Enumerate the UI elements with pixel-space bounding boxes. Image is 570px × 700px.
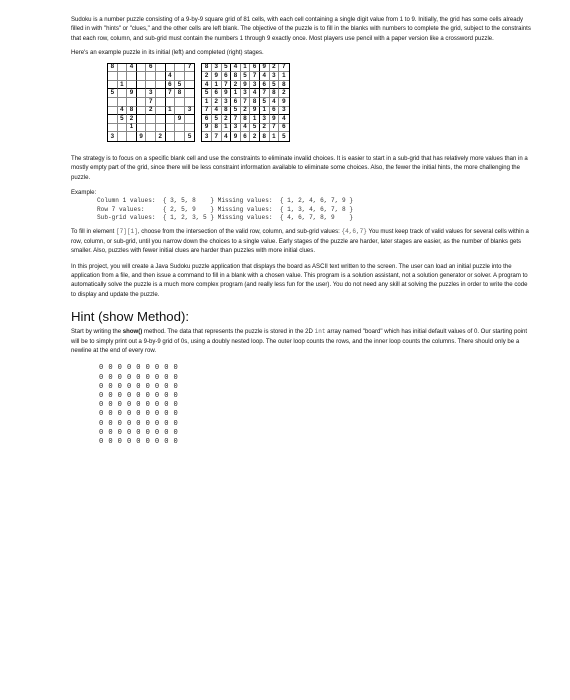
sudoku-cell: 8 <box>108 64 118 73</box>
sudoku-cell <box>166 115 176 124</box>
sudoku-cell <box>156 124 166 133</box>
sudoku-cell: 5 <box>202 89 212 98</box>
sudoku-cell <box>185 81 195 90</box>
sudoku-cell: 6 <box>212 89 222 98</box>
sudoku-cell: 8 <box>241 115 251 124</box>
sudoku-cell: 2 <box>260 124 270 133</box>
sudoku-cell: 6 <box>222 72 232 81</box>
sudoku-cell: 5 <box>175 81 185 90</box>
sudoku-cell <box>118 64 128 73</box>
sudoku-cell: 2 <box>156 132 166 141</box>
sudoku-cell: 9 <box>241 81 251 90</box>
sudoku-cell: 5 <box>241 72 251 81</box>
sudoku-cell <box>156 98 166 107</box>
sudoku-cell: 6 <box>146 64 156 73</box>
sudoku-figures <box>107 63 533 142</box>
zero-grid-row: 0 0 0 0 0 0 0 0 0 <box>99 382 179 391</box>
sudoku-cell <box>137 115 147 124</box>
sudoku-cell <box>175 107 185 116</box>
sudoku-cell: 8 <box>222 107 232 116</box>
sudoku-cell: 8 <box>250 98 260 107</box>
sudoku-cell <box>127 132 137 141</box>
sudoku-cell: 5 <box>108 89 118 98</box>
example-label: Example: <box>71 190 97 197</box>
sudoku-cell: 5 <box>187 132 192 140</box>
sudoku-cell: 3 <box>260 115 270 124</box>
sudoku-cell <box>166 64 176 73</box>
sudoku-cell <box>137 124 147 133</box>
sudoku-cell: 2 <box>241 107 251 116</box>
sudoku-cell: 2 <box>212 98 222 107</box>
sudoku-cell: 8 <box>231 72 241 81</box>
zero-grid-row: 0 0 0 0 0 0 0 0 0 <box>99 392 179 401</box>
sudoku-cell <box>108 107 118 116</box>
sudoku-cell: 6 <box>202 115 212 124</box>
sudoku-cell: 1 <box>260 107 270 116</box>
sudoku-cell: 7 <box>202 107 212 116</box>
sudoku-cell <box>185 124 195 133</box>
sudoku-cell: 6 <box>241 132 251 141</box>
sudoku-cell: 9 <box>137 132 147 141</box>
zero-grid-row: 0 0 0 0 0 0 0 0 0 <box>99 419 179 428</box>
solved-sudoku-grid <box>201 63 289 142</box>
hint-text: Start by writing the <box>71 329 123 336</box>
sudoku-cell: 2 <box>146 107 156 116</box>
sudoku-cell <box>175 124 185 133</box>
sudoku-cell <box>137 72 147 81</box>
example-line: Row 7 values: { 2, 5, 9 } Missing values: { 1, 3, 4, 6, 7, 8 } <box>97 205 353 213</box>
example-intro-paragraph: Here's an example puzzle in its initial (left) and completed (right) stages. <box>71 50 264 57</box>
sudoku-cell <box>166 132 176 141</box>
sudoku-cell: 8 <box>212 124 222 133</box>
sudoku-cell <box>146 115 156 124</box>
sudoku-cell: 7 <box>185 64 195 73</box>
sudoku-cell: 6 <box>166 81 176 90</box>
sudoku-cell: 2 <box>127 115 137 124</box>
sudoku-cell: 7 <box>270 124 280 133</box>
sudoku-cell <box>118 132 128 141</box>
initial-sudoku-grid <box>107 63 195 142</box>
sudoku-cell: 9 <box>270 115 280 124</box>
sudoku-cell: 1 <box>202 98 212 107</box>
intro-paragraph: Sudoku is a number puzzle consisting of a 9-by-9 square grid of 81 cells, with each cell containing a single digit value from 1 to 9. Initially, the grid has some cells already filled in with "hints" or "clues," and the other cells are left blank. The objective of the puzzle is to fill in the blanks with numbers to complete the grid, subject to the constraints that each row, column, and sub-grid must contain the numbers 1 through 9 exactly once. Most players use pencil with a paper version like a crossword puzzle. <box>71 17 531 42</box>
sudoku-cell: 6 <box>250 64 260 73</box>
zero-grid-row: 0 0 0 0 0 0 0 0 0 <box>99 364 179 373</box>
sudoku-cell: 3 <box>231 124 241 133</box>
sudoku-cell <box>146 72 156 81</box>
sudoku-cell: 2 <box>231 81 241 90</box>
sudoku-cell: 3 <box>270 72 280 81</box>
sudoku-cell: 8 <box>127 107 137 116</box>
zero-grid-row: 0 0 0 0 0 0 0 0 0 <box>99 410 179 419</box>
sudoku-cell: 7 <box>260 89 270 98</box>
sudoku-cell: 4 <box>212 107 222 116</box>
sudoku-cell: 1 <box>222 124 232 133</box>
sudoku-cell: 1 <box>270 132 280 141</box>
sudoku-cell: 8 <box>270 89 280 98</box>
sudoku-cell: 9 <box>222 89 232 98</box>
sudoku-cell: 6 <box>279 124 289 133</box>
sudoku-cell: 5 <box>270 81 280 90</box>
sudoku-cell <box>127 72 137 81</box>
fill-in-text: You must keep track of valid values for several cells within a row, column, or sub-grid, until you narrow down the choices to a single value. Early stages of the puzzle are harder, later stages are easier, as the number of blanks gets smaller. Also, puzzles with fewer initial clues are harder than puzzles with more initial clues. <box>71 229 529 255</box>
hint-heading: Hint (show Method): <box>71 309 189 325</box>
sudoku-cell: 4 <box>260 72 270 81</box>
sudoku-cell: 2 <box>270 64 280 73</box>
sudoku-cell <box>156 89 166 98</box>
sudoku-cell: 7 <box>231 115 241 124</box>
sudoku-cell <box>137 64 147 73</box>
sudoku-cell <box>146 132 156 141</box>
sudoku-cell <box>108 72 118 81</box>
sudoku-cell <box>137 98 147 107</box>
int-type-code: int <box>314 328 326 336</box>
sudoku-cell: 4 <box>118 107 128 116</box>
sudoku-cell: 3 <box>185 107 195 116</box>
sudoku-cell: 4 <box>127 64 137 73</box>
sudoku-cell: 7 <box>250 72 260 81</box>
sudoku-cell: 9 <box>127 89 137 98</box>
sudoku-cell: 2 <box>279 89 289 98</box>
sudoku-cell: 9 <box>212 72 222 81</box>
sudoku-cell: 7 <box>222 81 232 90</box>
sudoku-cell: 7 <box>279 64 289 73</box>
valid-values-code: {4,6,7} <box>341 228 367 236</box>
zero-grid-row: 0 0 0 0 0 0 0 0 0 <box>99 373 179 382</box>
sudoku-cell <box>175 98 185 107</box>
sudoku-cell: 3 <box>250 81 260 90</box>
fill-in-text: To fill in element <box>71 229 117 236</box>
sudoku-cell <box>118 124 128 133</box>
element-index-code: [7][1] <box>116 228 138 236</box>
sudoku-cell: 5 <box>260 98 270 107</box>
sudoku-cell: 5 <box>250 124 260 133</box>
sudoku-cell: 8 <box>260 132 270 141</box>
sudoku-cell <box>156 72 166 81</box>
example-line: Column 1 values: { 3, 5, 8 } Missing values: { 1, 2, 4, 6, 7, 9 } <box>97 197 353 205</box>
sudoku-cell <box>156 64 166 73</box>
sudoku-cell <box>137 107 147 116</box>
sudoku-cell: 1 <box>231 89 241 98</box>
sudoku-cell: 5 <box>212 115 222 124</box>
sudoku-cell: 3 <box>212 64 222 73</box>
sudoku-cell: 9 <box>279 98 289 107</box>
sudoku-cell <box>137 81 147 90</box>
sudoku-cell: 4 <box>279 115 289 124</box>
sudoku-cell <box>175 72 185 81</box>
sudoku-cell: 1 <box>118 81 128 90</box>
sudoku-cell: 9 <box>175 115 185 124</box>
sudoku-cell <box>118 72 128 81</box>
sudoku-cell: 1 <box>166 107 176 116</box>
sudoku-cell: 2 <box>222 115 232 124</box>
sudoku-cell: 7 <box>212 132 222 141</box>
sudoku-cell: 7 <box>166 89 176 98</box>
sudoku-cell: 6 <box>270 107 280 116</box>
sudoku-cell: 8 <box>175 89 185 98</box>
sudoku-cell <box>156 107 166 116</box>
show-method-name: show() <box>122 329 143 336</box>
zero-grid-output <box>99 364 533 447</box>
sudoku-cell: 3 <box>146 89 156 98</box>
zero-grid-row: 0 0 0 0 0 0 0 0 0 <box>99 428 179 437</box>
sudoku-cell: 6 <box>260 81 270 90</box>
sudoku-cell <box>185 72 195 81</box>
hint-text: array named "board" which has initial default values of 0. Our starting point will be to simply print out a 9-by-9 grid of 0s, using a doubly nested loop. The outer loop counts the rows, and the inner loop counts the columns. There should only be a newline at the end of every row. <box>71 329 528 355</box>
sudoku-cell: 2 <box>202 72 212 81</box>
sudoku-cell: 9 <box>260 64 270 73</box>
zero-grid-row: 0 0 0 0 0 0 0 0 0 <box>99 401 179 410</box>
sudoku-cell: 4 <box>270 98 280 107</box>
zero-grid-row: 0 0 0 0 0 0 0 0 0 <box>99 438 179 447</box>
sudoku-cell: 6 <box>231 98 241 107</box>
fill-in-paragraph <box>71 227 533 256</box>
sudoku-cell <box>166 124 176 133</box>
sudoku-cell: 5 <box>222 64 232 73</box>
sudoku-cell <box>156 81 166 90</box>
sudoku-cell <box>185 89 195 98</box>
sudoku-cell <box>137 89 147 98</box>
sudoku-cell: 4 <box>202 81 212 90</box>
sudoku-cell: 3 <box>279 107 289 116</box>
sudoku-cell: 9 <box>250 107 260 116</box>
sudoku-cell: 4 <box>250 89 260 98</box>
sudoku-cell: 7 <box>241 98 251 107</box>
sudoku-cell: 4 <box>166 72 176 81</box>
sudoku-cell <box>175 64 185 73</box>
sudoku-cell: 5 <box>118 115 128 124</box>
sudoku-cell: 8 <box>279 81 289 90</box>
project-paragraph: In this project, you will create a Java Sudoku puzzle application that displays the board as ASCII text written to the screen. The user can load an initial puzzle into the application from a file, and then issue a command to fill in a blank with a chosen value. This program is a solution assistant, not a solution generator or solver. A program to automatically solve the puzzle is a much more complex program (and really less fun for the user). You do not need any skill at solving the puzzles in order to write the code to display and update the puzzle. <box>71 263 528 298</box>
sudoku-cell: 1 <box>212 81 222 90</box>
document-page <box>71 16 533 447</box>
sudoku-cell <box>185 115 195 124</box>
sudoku-cell: 1 <box>279 72 289 81</box>
sudoku-cell: 9 <box>231 132 241 141</box>
sudoku-cell: 7 <box>146 98 156 107</box>
sudoku-cell <box>108 98 118 107</box>
sudoku-cell: 4 <box>222 132 232 141</box>
sudoku-cell: 5 <box>279 132 289 141</box>
sudoku-cell: 1 <box>127 124 137 133</box>
sudoku-cell <box>108 115 118 124</box>
sudoku-cell: 8 <box>202 64 212 73</box>
sudoku-cell: 3 <box>202 132 212 141</box>
strategy-paragraph: The strategy is to focus on a specific blank cell and use the constraints to eliminate invalid choices. It is easier to start in a sub-grid that has relatively more values than in a mostly empty part of the grid, since there will be less constraint information available to eliminate some choices. Also, the fewer the initial hints, the more challenging the puzzle. <box>71 155 528 181</box>
sudoku-cell: 2 <box>250 132 260 141</box>
sudoku-cell: 3 <box>241 89 251 98</box>
hint-paragraph <box>71 327 533 356</box>
sudoku-cell: 1 <box>241 64 251 73</box>
example-line: Sub-grid values: { 1, 2, 3, 5 } Missing values: { 4, 6, 7, 8, 9 } <box>97 214 353 221</box>
hint-text: method. The data that represents the puzzle is stored in the 2D <box>142 329 315 336</box>
sudoku-cell <box>175 132 185 141</box>
sudoku-cell <box>108 124 118 133</box>
sudoku-cell <box>146 124 156 133</box>
sudoku-cell <box>156 115 166 124</box>
fill-in-text: , choose from the intersection of the valid row, column, and sub-grid values: <box>137 229 342 236</box>
sudoku-cell: 5 <box>231 107 241 116</box>
sudoku-cell: 4 <box>231 64 241 73</box>
sudoku-cell <box>118 89 128 98</box>
sudoku-cell: 3 <box>108 132 118 141</box>
sudoku-cell: 3 <box>222 98 232 107</box>
sudoku-cell: 4 <box>241 124 251 133</box>
sudoku-cell: 1 <box>250 115 260 124</box>
sudoku-cell: 9 <box>202 124 212 133</box>
